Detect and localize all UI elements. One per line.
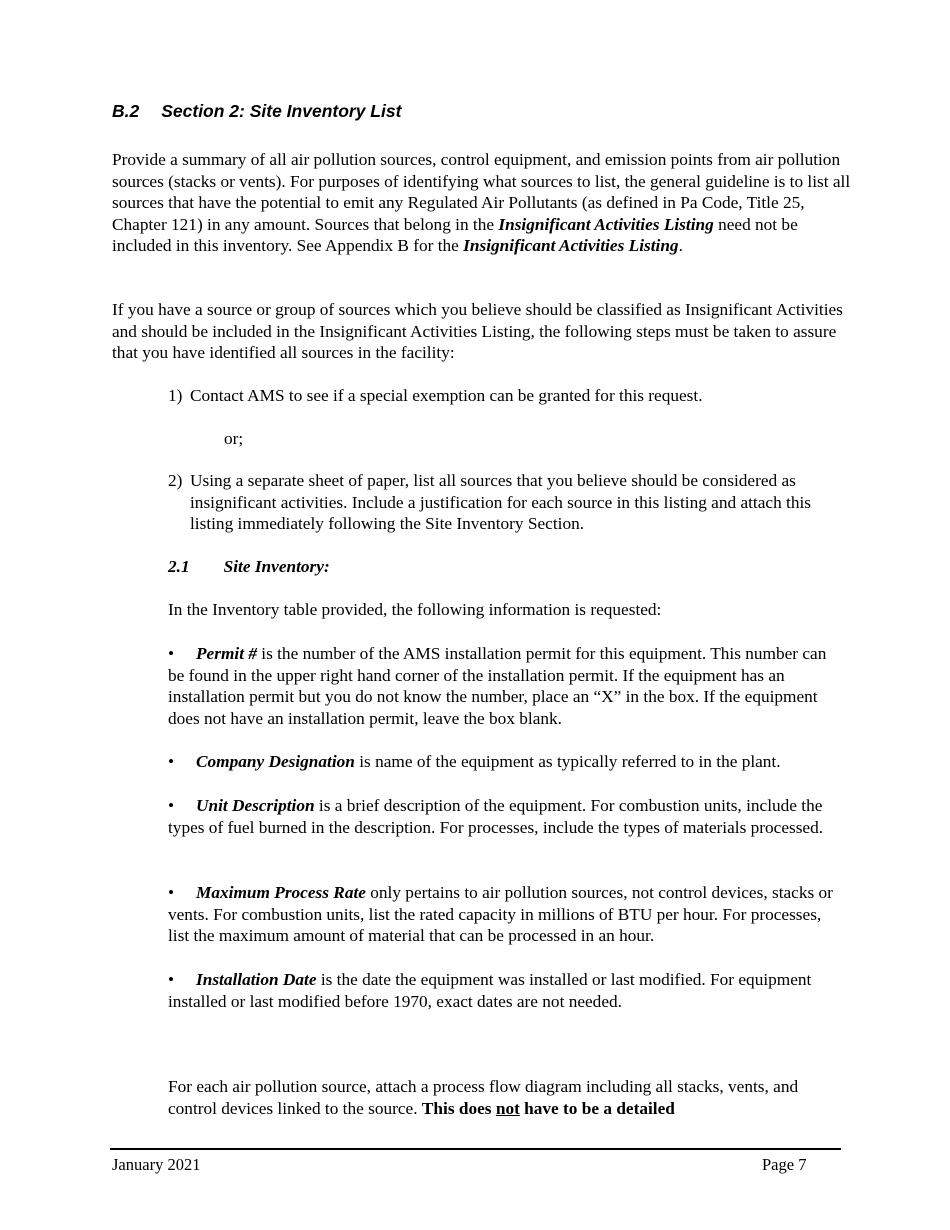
closing-emphasis: [422, 1099, 675, 1118]
footer-date: January 2021: [112, 1155, 201, 1174]
bullet-icon: •: [168, 796, 175, 815]
bullet-item: [168, 795, 844, 838]
bullet-text: only pertains to air pollution sources, not control devices, stacks or vents. For combustion units, list the rated capacity in millions of BTU per hour. For processes, list the maximum amount of material that can be processed in an hour.: [168, 883, 833, 945]
closing-bold-text: have to be a detailed: [519, 1098, 675, 1118]
closing-paragraph: [168, 1076, 848, 1119]
step-number: 1): [168, 386, 183, 405]
bullet-icon: •: [168, 883, 175, 902]
bullet-term: Maximum Process Rate: [196, 883, 366, 902]
step-text: Contact AMS to see if a special exemption can be granted for this request.: [190, 386, 703, 405]
bullet-text: is the date the equipment was installed or last modified. For equipment installed or last modified before 1970, exact dates are not needed.: [168, 970, 812, 1011]
bullet-icon: •: [168, 644, 175, 663]
bullet-text: is a brief description of the equipment. For combustion units, include the types of fuel burned in the description. For processes, include the types of materials processed.: [168, 796, 824, 837]
bullet-icon: •: [168, 970, 175, 989]
step-item: [168, 470, 848, 535]
footer-rule: [110, 1148, 841, 1150]
closing-bold-text: This does: [421, 1098, 496, 1118]
bullet-term: Permit #: [196, 644, 257, 663]
summary-text: Provide a summary of all air pollution sources, control equipment, and emission points from air pollution sources (stacks or vents). For purposes of identifying what sources to list, the general guideline is to list all sources that have the potential to emit any Regulated Air Pollutants (as defined in Pa Code, Title 25, Chapter 121) in any amount. Sources that belong in the: [112, 150, 851, 234]
bullet-item: [168, 751, 844, 773]
step-item: [168, 385, 848, 407]
summary-paragraph: [112, 149, 852, 257]
or-separator: or;: [224, 429, 244, 448]
section-number: B.2: [112, 101, 140, 121]
bullet-item: [168, 643, 844, 729]
bullet-term: Company Designation: [196, 752, 355, 771]
bullet-text: is name of the equipment as typically referred to in the plant.: [354, 752, 781, 771]
section-title: Section 2: Site Inventory List: [161, 101, 402, 121]
closing-underlined-text: not: [495, 1098, 520, 1118]
section-heading: [112, 100, 401, 122]
bullet-icon: •: [168, 752, 175, 771]
exemption-paragraph: If you have a source or group of sources which you believe should be classified as Insignificant Activities and should be included in the Insignificant Activities Listing, the following steps must be taken to assure that you have identified all sources in the facility:: [112, 300, 843, 362]
insignificant-activities-term: Insignificant Activities Listing: [498, 214, 714, 234]
bullet-item: [168, 969, 844, 1012]
closing-text: For each air pollution source, attach a process flow diagram including all stacks, vents, and control devices linked to the source.: [168, 1077, 799, 1118]
step-number: 2): [168, 471, 183, 490]
footer-page-number: Page 7: [762, 1155, 807, 1174]
bullet-text: is the number of the AMS installation permit for this equipment. This number can be found in the upper right hand corner of the installation permit. If the equipment has an installation permit but you do not know the number, place an “X” in the box. If the equipment does not have an installation permit, leave the box blank.: [168, 644, 827, 728]
inventory-intro: In the Inventory table provided, the following information is requested:: [168, 600, 662, 619]
bullet-item: [168, 882, 844, 947]
subsection-title: Site Inventory:: [223, 557, 330, 576]
bullet-term: Installation Date: [196, 970, 317, 989]
insignificant-activities-term: Insignificant Activities Listing: [463, 236, 679, 255]
subsection-heading: [168, 556, 330, 578]
subsection-number: 2.1: [168, 557, 190, 576]
summary-text: .: [678, 236, 683, 255]
bullet-term: Unit Description: [196, 796, 315, 815]
step-text: Using a separate sheet of paper, list all sources that you believe should be considered as insignificant activities. Include a justification for each source in this listing and attach this listing immediately following the Site Inventory Section.: [190, 471, 811, 533]
summary-text: need not be included in this inventory. See Appendix B for the: [112, 214, 798, 255]
